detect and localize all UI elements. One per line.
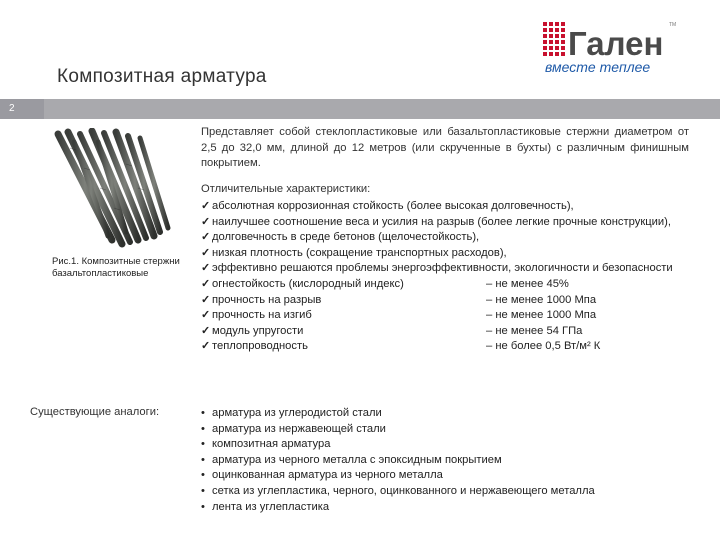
feature-item: ✓ прочность на разрыв – не менее 1000 Мпа (201, 293, 691, 309)
bullet-icon: • (201, 453, 205, 466)
analogs-label: Существующие аналоги: (30, 406, 160, 418)
svg-text:Гален: Гален (568, 25, 664, 62)
checkmark-icon: ✓ (201, 262, 211, 275)
feature-item: ✓ модуль упругости – не менее 54 ГПа (201, 324, 691, 340)
galen-logo-graphic (543, 18, 683, 78)
bullet-icon: • (201, 422, 205, 435)
feature-item: ✓ наилучшее соотношение веса и усилия на разрыв (более легкие прочные конструкции), (201, 215, 691, 231)
checkmark-icon: ✓ (201, 309, 211, 322)
checkmark-icon: ✓ (201, 340, 211, 353)
list-item: • сетка из углепластика, черного, оцинкованного и нержавеющего металла (201, 484, 701, 500)
features-heading: Отличительные характеристики: (201, 183, 371, 195)
feature-item: ✓ прочность на изгиб – не менее 1000 Мпа (201, 308, 691, 324)
analogs-list (201, 406, 701, 515)
bullet-icon: • (201, 469, 205, 482)
checkmark-icon: ✓ (201, 200, 211, 212)
checkmark-icon: ✓ (201, 324, 211, 337)
composite-rods-icon (50, 128, 190, 250)
feature-item: ✓ низкая плотность (сокращение транспортных расходов), (201, 246, 691, 262)
feature-item: ✓ абсолютная коррозионная стойкость (более высокая долговечность), (201, 199, 691, 215)
bullet-icon: • (201, 407, 205, 419)
checkmark-icon: ✓ (201, 231, 211, 244)
figure-caption: Рис.1. Композитные стержни базальтопластиковые (52, 256, 180, 279)
svg-text:вместе теплее: вместе теплее (545, 59, 651, 75)
bullet-icon: • (201, 438, 205, 451)
feature-item: ✓ эффективно решаются проблемы энергоэффективности, экологичности и безопасности (201, 261, 691, 277)
feature-item: ✓ огнестойкость (кислородный индекс) – не менее 45% (201, 277, 691, 293)
slide-number: 2 (0, 99, 44, 119)
intro-paragraph: Представляет собой стеклопластиковые или базальтопластиковые стержни диаметром от 2,5 до 32,0 мм, длиной до 12 метров (или скрученные в бухты) с различным финишным покрытием. (201, 126, 689, 169)
logo-grid-icon (543, 22, 565, 56)
features-list (201, 199, 691, 355)
list-item: • композитная арматура (201, 437, 701, 453)
list-item: • арматура из нержавеющей стали (201, 422, 701, 438)
svg-text:TM: TM (669, 22, 677, 28)
list-item: • лента из углепластика (201, 500, 701, 516)
feature-item: ✓ долговечность в среде бетонов (щелочестойкость), (201, 230, 691, 246)
checkmark-icon: ✓ (201, 277, 211, 290)
header-bar (0, 99, 720, 119)
page-title: Композитная арматура (57, 66, 267, 87)
bullet-icon: • (201, 500, 205, 513)
checkmark-icon: ✓ (201, 215, 211, 228)
checkmark-icon: ✓ (201, 246, 211, 259)
list-item: • арматура из углеродистой стали (201, 406, 701, 422)
composite-rods-image (50, 128, 190, 250)
galen-logo (543, 18, 683, 78)
list-item: • оцинкованная арматура из черного металла (201, 468, 701, 484)
list-item: • арматура из черного металла с эпоксидным покрытием (201, 453, 701, 469)
checkmark-icon: ✓ (201, 293, 211, 306)
feature-item: ✓ теплопроводность – не более 0,5 Вт/м² К (201, 339, 691, 355)
bullet-icon: • (201, 484, 205, 497)
